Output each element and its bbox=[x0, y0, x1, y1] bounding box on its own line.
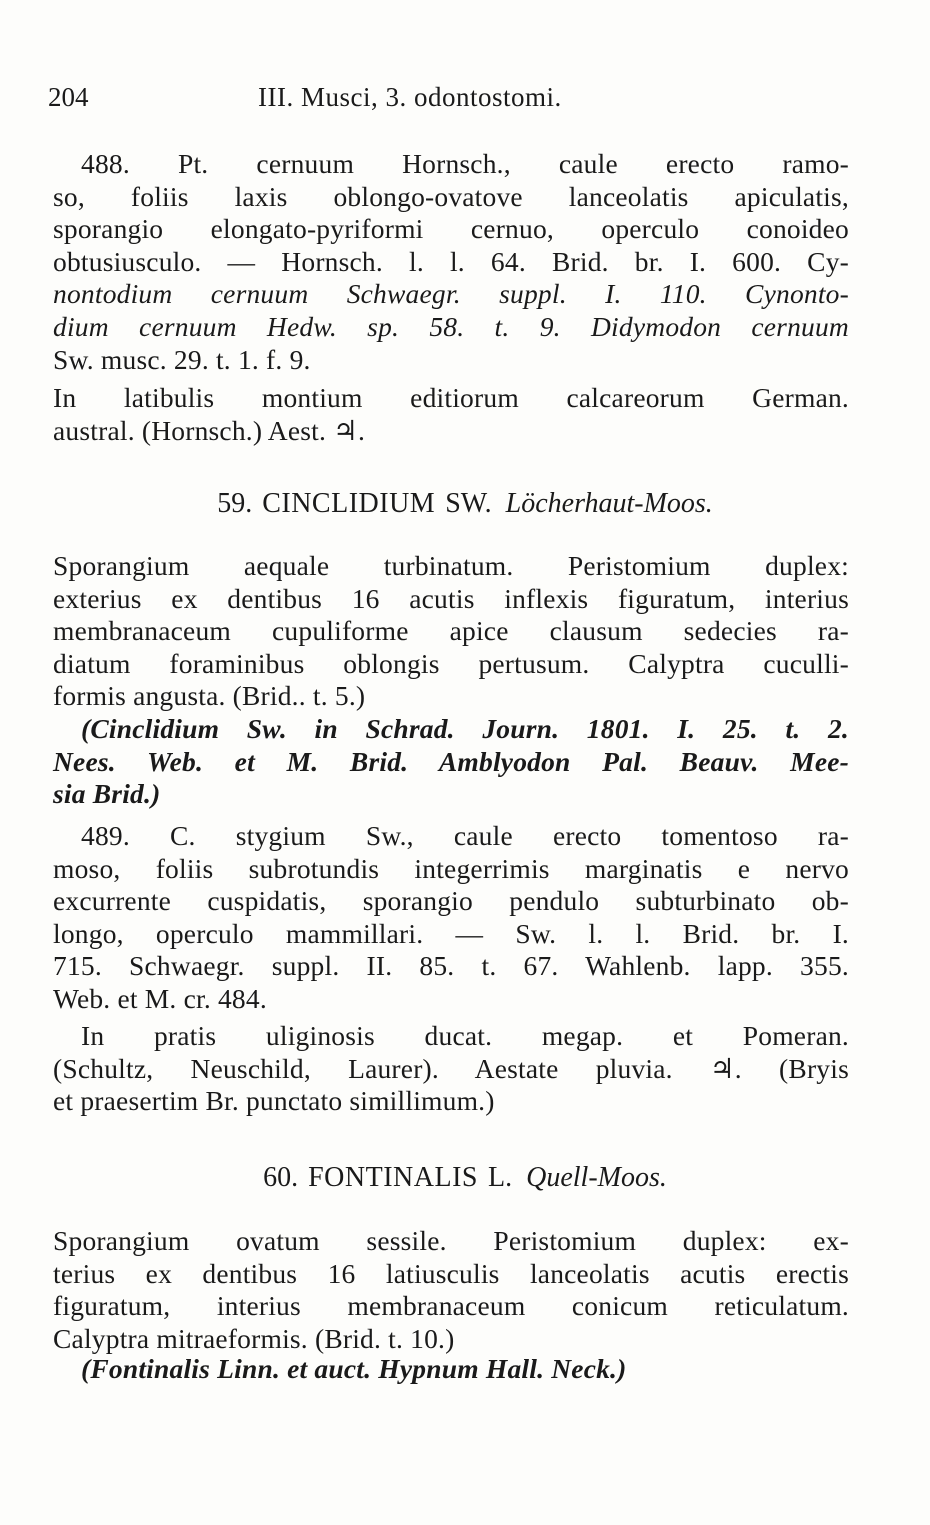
text-line: formis angusta. (Brid.. t. 5.) bbox=[53, 680, 366, 712]
text-line: sporangio elongato-pyriformi cernuo, operculo conoideo bbox=[53, 213, 849, 245]
text-line: et praesertim Br. punctato simillimum.) bbox=[53, 1085, 495, 1117]
genus-common-name: Quell-Moos. bbox=[526, 1162, 667, 1193]
text-line: (Schultz, Neuschild, Laurer). Aestate pluvia. ♃. (Bryis bbox=[53, 1052, 849, 1084]
genus-60-synonyms bbox=[53, 1353, 849, 1386]
text-line: In latibulis montium editiorum calcareorum German. bbox=[53, 382, 849, 413]
genus-number: 59. bbox=[217, 488, 253, 519]
page-header bbox=[48, 82, 848, 118]
genus-60-description bbox=[53, 1225, 849, 1355]
text-line: Sw. musc. 29. t. 1. f. 9. bbox=[53, 343, 311, 375]
text-line: Nees. Web. et M. Brid. Amblyodon Pal. Beauv. Mee- bbox=[53, 745, 849, 777]
genus-common-name: Löcherhaut-Moos. bbox=[505, 488, 713, 519]
text-line: In pratis uliginosis ducat. megap. et Pomeran. bbox=[81, 1020, 849, 1051]
genus-number: 60. bbox=[263, 1162, 299, 1193]
text-line: obtusiusculo. — Hornsch. l. l. 64. Brid. br. I. 600. Cy- bbox=[53, 245, 849, 277]
text-line: 489. C. stygium Sw., caule erecto tomentoso ra- bbox=[81, 820, 849, 851]
text-line: Web. et M. cr. 484. bbox=[53, 982, 267, 1014]
species-488-habitat bbox=[53, 382, 849, 447]
species-488-entry bbox=[53, 148, 849, 376]
text-line: excurrente cuspidatis, sporangio pendulo subturbinato ob- bbox=[53, 885, 849, 917]
text-line: moso, foliis subrotundis integerrimis marginatis e nervo bbox=[53, 852, 849, 884]
genus-59-description bbox=[53, 550, 849, 713]
text-line: exterius ex dentibus 16 acutis inflexis figuratum, interius bbox=[53, 582, 849, 614]
text-line: sia Brid.) bbox=[53, 778, 161, 810]
genus-name: CINCLIDIUM bbox=[262, 488, 436, 519]
text-line: figuratum, interius membranaceum conicum reticulatum. bbox=[53, 1290, 849, 1322]
page-number: 204 bbox=[48, 82, 89, 112]
text-line: nontodium cernuum Schwaegr. suppl. I. 110. Cynonto- bbox=[53, 278, 849, 310]
text-line: (Fontinalis Linn. et auct. Hypnum Hall. Neck.) bbox=[81, 1353, 627, 1384]
text-line: so, foliis laxis oblongo-ovatove lanceolatis apiculatis, bbox=[53, 180, 849, 212]
text-line: membranaceum cupuliforme apice clausum sedecies ra- bbox=[53, 615, 849, 647]
text-line: (Cinclidium Sw. in Schrad. Journ. 1801. I. 25. t. 2. bbox=[81, 713, 849, 744]
text-line: 488. Pt. cernuum Hornsch., caule erecto ramo- bbox=[81, 148, 849, 179]
species-489-habitat bbox=[53, 1020, 849, 1118]
text-line: austral. (Hornsch.) Aest. ♃. bbox=[53, 414, 366, 446]
text-line: Calyptra mitraeformis. (Brid. t. 10.) bbox=[53, 1322, 455, 1354]
species-489-entry bbox=[53, 820, 849, 1016]
genus-60-heading bbox=[0, 1162, 930, 1194]
genus-59-synonyms bbox=[53, 713, 849, 811]
text-line: dium cernuum Hedw. sp. 58. t. 9. Didymodon cernuum bbox=[53, 310, 849, 342]
text-line: Sporangium ovatum sessile. Peristomium duplex: ex- bbox=[53, 1225, 849, 1256]
genus-59-heading bbox=[0, 488, 930, 520]
genus-name: FONTINALIS bbox=[308, 1162, 478, 1193]
text-line: 715. Schwaegr. suppl. II. 85. t. 67. Wahlenb. lapp. 355. bbox=[53, 950, 849, 982]
genus-author: L. bbox=[488, 1162, 513, 1193]
text-line: longo, operculo mammillari. — Sw. l. l. Brid. br. I. bbox=[53, 917, 849, 949]
running-head: III. Musci, 3. odontostomi. bbox=[258, 82, 562, 112]
text-line: terius ex dentibus 16 latiusculis lanceolatis acutis erectis bbox=[53, 1257, 849, 1289]
text-line: diatum foraminibus oblongis pertusum. Calyptra cuculli- bbox=[53, 647, 849, 679]
text-line: Sporangium aequale turbinatum. Peristomium duplex: bbox=[53, 550, 849, 581]
genus-author: SW. bbox=[445, 488, 492, 519]
